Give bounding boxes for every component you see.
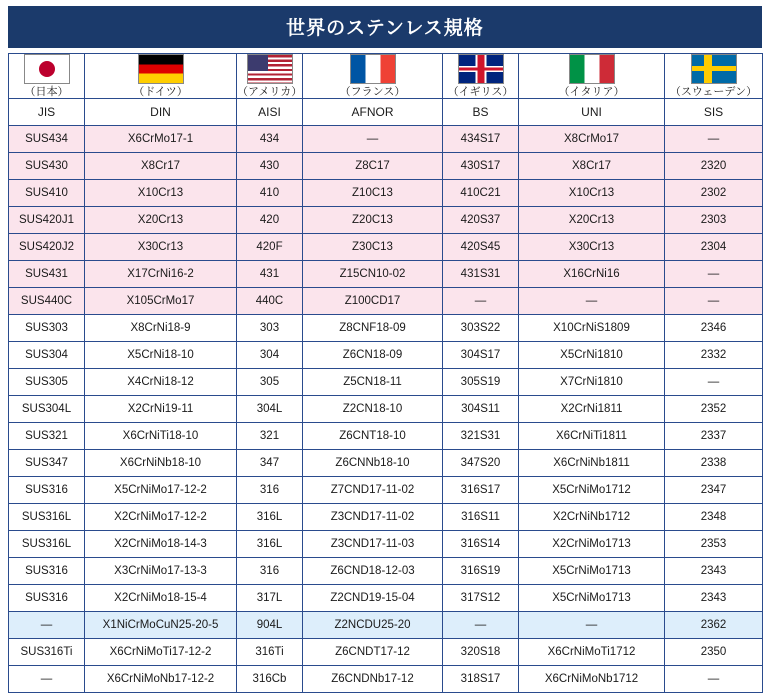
- table-cell: X17CrNi16-2: [85, 261, 237, 288]
- stainless-standards-table: [8, 53, 763, 693]
- table-cell: 316L: [237, 504, 303, 531]
- table-cell: X6CrNiNb18-10: [85, 450, 237, 477]
- table-header-flags-row: [9, 54, 763, 99]
- table-row: [9, 153, 763, 180]
- table-row: [9, 396, 763, 423]
- table-cell: SUS316L: [9, 531, 85, 558]
- table-cell: 410: [237, 180, 303, 207]
- standard-name-uni: UNI: [519, 99, 665, 126]
- table-cell: SUS316L: [9, 504, 85, 531]
- standard-name-jis: JIS: [9, 99, 85, 126]
- france-flag-icon: [350, 54, 396, 84]
- table-cell: X105CrMo17: [85, 288, 237, 315]
- country-label-france: （フランス）: [339, 86, 406, 98]
- table-cell: Z30C13: [303, 234, 443, 261]
- uk-flag-icon: [458, 54, 504, 84]
- table-cell: X6CrNiNb1811: [519, 450, 665, 477]
- header-cell-uk: [443, 54, 519, 99]
- table-row: [9, 639, 763, 666]
- table-cell: SUS347: [9, 450, 85, 477]
- table-cell: SUS431: [9, 261, 85, 288]
- table-header-standards-row: [9, 99, 763, 126]
- table-cell: 2348: [665, 504, 763, 531]
- table-row: [9, 531, 763, 558]
- table-cell: 904L: [237, 612, 303, 639]
- table-cell: 303: [237, 315, 303, 342]
- table-cell: X2CrNi1811: [519, 396, 665, 423]
- table-cell: —: [665, 288, 763, 315]
- table-cell: 431: [237, 261, 303, 288]
- table-cell: Z20C13: [303, 207, 443, 234]
- table-cell: 2343: [665, 558, 763, 585]
- table-cell: X3CrNiMo17-13-3: [85, 558, 237, 585]
- country-label-usa: （アメリカ）: [237, 86, 303, 98]
- table-cell: SUS440C: [9, 288, 85, 315]
- table-cell: —: [519, 612, 665, 639]
- table-row: [9, 504, 763, 531]
- table-cell: X8Cr17: [85, 153, 237, 180]
- table-cell: —: [665, 666, 763, 693]
- table-row: [9, 666, 763, 693]
- table-cell: 420S45: [443, 234, 519, 261]
- table-row: [9, 612, 763, 639]
- table-cell: 2337: [665, 423, 763, 450]
- header-cell-japan: [9, 54, 85, 99]
- table-cell: Z8C17: [303, 153, 443, 180]
- table-cell: 2304: [665, 234, 763, 261]
- table-cell: X5CrNiMo17-12-2: [85, 477, 237, 504]
- table-row: [9, 477, 763, 504]
- table-cell: 2362: [665, 612, 763, 639]
- table-cell: X6CrNiMoTi1712: [519, 639, 665, 666]
- table-cell: SUS303: [9, 315, 85, 342]
- germany-flag-icon: [138, 54, 184, 84]
- table-cell: 2346: [665, 315, 763, 342]
- table-cell: —: [443, 288, 519, 315]
- table-cell: 320S18: [443, 639, 519, 666]
- table-row: [9, 585, 763, 612]
- table-cell: 410C21: [443, 180, 519, 207]
- table-cell: Z6CNDT17-12: [303, 639, 443, 666]
- table-cell: Z3CND17-11-03: [303, 531, 443, 558]
- page-title: 世界のステンレス規格: [8, 6, 762, 48]
- table-row: [9, 369, 763, 396]
- table-cell: 305S19: [443, 369, 519, 396]
- table-cell: —: [665, 261, 763, 288]
- table-cell: SUS434: [9, 126, 85, 153]
- table-cell: X4CrNi18-12: [85, 369, 237, 396]
- table-cell: SUS304: [9, 342, 85, 369]
- table-cell: 2332: [665, 342, 763, 369]
- header-cell-italy: [519, 54, 665, 99]
- table-cell: 347: [237, 450, 303, 477]
- country-label-italy: （イタリア）: [558, 86, 625, 98]
- table-cell: Z7CND17-11-02: [303, 477, 443, 504]
- table-cell: X5CrNiMo1712: [519, 477, 665, 504]
- table-cell: 420: [237, 207, 303, 234]
- table-cell: 2338: [665, 450, 763, 477]
- usa-flag-icon: [247, 54, 293, 84]
- table-cell: 440C: [237, 288, 303, 315]
- italy-flag-icon: [569, 54, 615, 84]
- table-cell: Z6CNDNb17-12: [303, 666, 443, 693]
- table-row: [9, 315, 763, 342]
- table-cell: Z2CND19-15-04: [303, 585, 443, 612]
- standard-name-sis: SIS: [665, 99, 763, 126]
- table-cell: 317L: [237, 585, 303, 612]
- table-cell: SUS420J2: [9, 234, 85, 261]
- table-cell: Z5CN18-11: [303, 369, 443, 396]
- table-cell: 434: [237, 126, 303, 153]
- table-cell: Z100CD17: [303, 288, 443, 315]
- table-cell: X6CrNiTi1811: [519, 423, 665, 450]
- table-cell: —: [665, 369, 763, 396]
- table-cell: SUS430: [9, 153, 85, 180]
- table-cell: X2CrNiMo18-14-3: [85, 531, 237, 558]
- table-cell: X8Cr17: [519, 153, 665, 180]
- table-row: [9, 126, 763, 153]
- header-cell-usa: [237, 54, 303, 99]
- table-cell: 303S22: [443, 315, 519, 342]
- table-cell: X10Cr13: [85, 180, 237, 207]
- table-row: [9, 234, 763, 261]
- table-cell: 2302: [665, 180, 763, 207]
- table-cell: X6CrMo17-1: [85, 126, 237, 153]
- header-cell-sweden: [665, 54, 763, 99]
- table-cell: 316S14: [443, 531, 519, 558]
- table-cell: 2303: [665, 207, 763, 234]
- table-cell: Z2CN18-10: [303, 396, 443, 423]
- table-cell: SUS316: [9, 585, 85, 612]
- table-row: [9, 207, 763, 234]
- table-cell: X5CrNiMo1713: [519, 585, 665, 612]
- table-cell: Z3CND17-11-02: [303, 504, 443, 531]
- table-cell: Z10C13: [303, 180, 443, 207]
- table-cell: X16CrNi16: [519, 261, 665, 288]
- table-cell: X20Cr13: [519, 207, 665, 234]
- table-row: [9, 558, 763, 585]
- table-cell: —: [9, 612, 85, 639]
- table-row: [9, 342, 763, 369]
- table-cell: Z15CN10-02: [303, 261, 443, 288]
- table-cell: 318S17: [443, 666, 519, 693]
- table-cell: X2CrNiMo17-12-2: [85, 504, 237, 531]
- table-cell: X6CrNiMoTi17-12-2: [85, 639, 237, 666]
- table-cell: X2CrNiNb1712: [519, 504, 665, 531]
- table-cell: 317S12: [443, 585, 519, 612]
- table-cell: 304: [237, 342, 303, 369]
- table-cell: 316L: [237, 531, 303, 558]
- table-cell: X8CrMo17: [519, 126, 665, 153]
- table-cell: 2347: [665, 477, 763, 504]
- standard-name-aisi: AISI: [237, 99, 303, 126]
- table-cell: 430: [237, 153, 303, 180]
- table-cell: 2343: [665, 585, 763, 612]
- table-cell: 420F: [237, 234, 303, 261]
- table-cell: 2353: [665, 531, 763, 558]
- table-cell: —: [9, 666, 85, 693]
- table-cell: Z8CNF18-09: [303, 315, 443, 342]
- table-cell: X10Cr13: [519, 180, 665, 207]
- table-cell: SUS316: [9, 477, 85, 504]
- table-cell: 431S31: [443, 261, 519, 288]
- table-row: [9, 450, 763, 477]
- table-cell: 316S17: [443, 477, 519, 504]
- country-label-germany: （ドイツ）: [133, 86, 188, 98]
- table-cell: 316: [237, 477, 303, 504]
- table-cell: 316Ti: [237, 639, 303, 666]
- table-cell: X2CrNi19-11: [85, 396, 237, 423]
- table-cell: X10CrNiS1809: [519, 315, 665, 342]
- table-cell: 321S31: [443, 423, 519, 450]
- table-cell: Z6CNNb18-10: [303, 450, 443, 477]
- table-cell: X30Cr13: [519, 234, 665, 261]
- table-cell: 304L: [237, 396, 303, 423]
- table-cell: X30Cr13: [85, 234, 237, 261]
- table-cell: X5CrNi1810: [519, 342, 665, 369]
- table-cell: X5CrNiMo1713: [519, 558, 665, 585]
- country-label-japan: （日本）: [24, 86, 69, 98]
- table-cell: X2CrNiMo18-15-4: [85, 585, 237, 612]
- table-cell: 2352: [665, 396, 763, 423]
- table-cell: X6CrNiTi18-10: [85, 423, 237, 450]
- standard-name-afnor: AFNOR: [303, 99, 443, 126]
- table-cell: Z2NCDU25-20: [303, 612, 443, 639]
- table-cell: —: [303, 126, 443, 153]
- table-cell: X5CrNi18-10: [85, 342, 237, 369]
- table-cell: 316S19: [443, 558, 519, 585]
- table-cell: 316Cb: [237, 666, 303, 693]
- table-cell: X7CrNi1810: [519, 369, 665, 396]
- table-cell: SUS305: [9, 369, 85, 396]
- table-cell: Z6CN18-09: [303, 342, 443, 369]
- table-cell: X2CrNiMo1713: [519, 531, 665, 558]
- table-cell: Z6CNT18-10: [303, 423, 443, 450]
- table-cell: X1NiCrMoCuN25-20-5: [85, 612, 237, 639]
- table-cell: SUS410: [9, 180, 85, 207]
- table-cell: 304S11: [443, 396, 519, 423]
- table-cell: X6CrNiMoNb17-12-2: [85, 666, 237, 693]
- japan-flag-icon: [24, 54, 70, 84]
- table-cell: 430S17: [443, 153, 519, 180]
- table-cell: SUS304L: [9, 396, 85, 423]
- table-cell: —: [665, 126, 763, 153]
- table-cell: 2320: [665, 153, 763, 180]
- table-cell: SUS420J1: [9, 207, 85, 234]
- table-cell: 316S11: [443, 504, 519, 531]
- table-cell: 2350: [665, 639, 763, 666]
- table-cell: 347S20: [443, 450, 519, 477]
- table-cell: 321: [237, 423, 303, 450]
- country-label-sweden: （スウェーデン）: [669, 86, 758, 98]
- table-cell: X20Cr13: [85, 207, 237, 234]
- header-cell-germany: [85, 54, 237, 99]
- table-row: [9, 180, 763, 207]
- table-row: [9, 423, 763, 450]
- table-row: [9, 261, 763, 288]
- table-cell: —: [443, 612, 519, 639]
- table-cell: SUS316Ti: [9, 639, 85, 666]
- table-cell: SUS321: [9, 423, 85, 450]
- table-cell: SUS316: [9, 558, 85, 585]
- table-cell: 316: [237, 558, 303, 585]
- table-cell: 304S17: [443, 342, 519, 369]
- table-body: [9, 126, 763, 693]
- sweden-flag-icon: [691, 54, 737, 84]
- table-cell: X8CrNi18-9: [85, 315, 237, 342]
- standard-name-din: DIN: [85, 99, 237, 126]
- table-cell: 305: [237, 369, 303, 396]
- table-cell: Z6CND18-12-03: [303, 558, 443, 585]
- country-label-uk: （イギリス）: [447, 86, 514, 98]
- table-cell: —: [519, 288, 665, 315]
- table-row: [9, 288, 763, 315]
- standard-name-bs: BS: [443, 99, 519, 126]
- table-cell: 434S17: [443, 126, 519, 153]
- table-cell: 420S37: [443, 207, 519, 234]
- header-cell-france: [303, 54, 443, 99]
- table-cell: X6CrNiMoNb1712: [519, 666, 665, 693]
